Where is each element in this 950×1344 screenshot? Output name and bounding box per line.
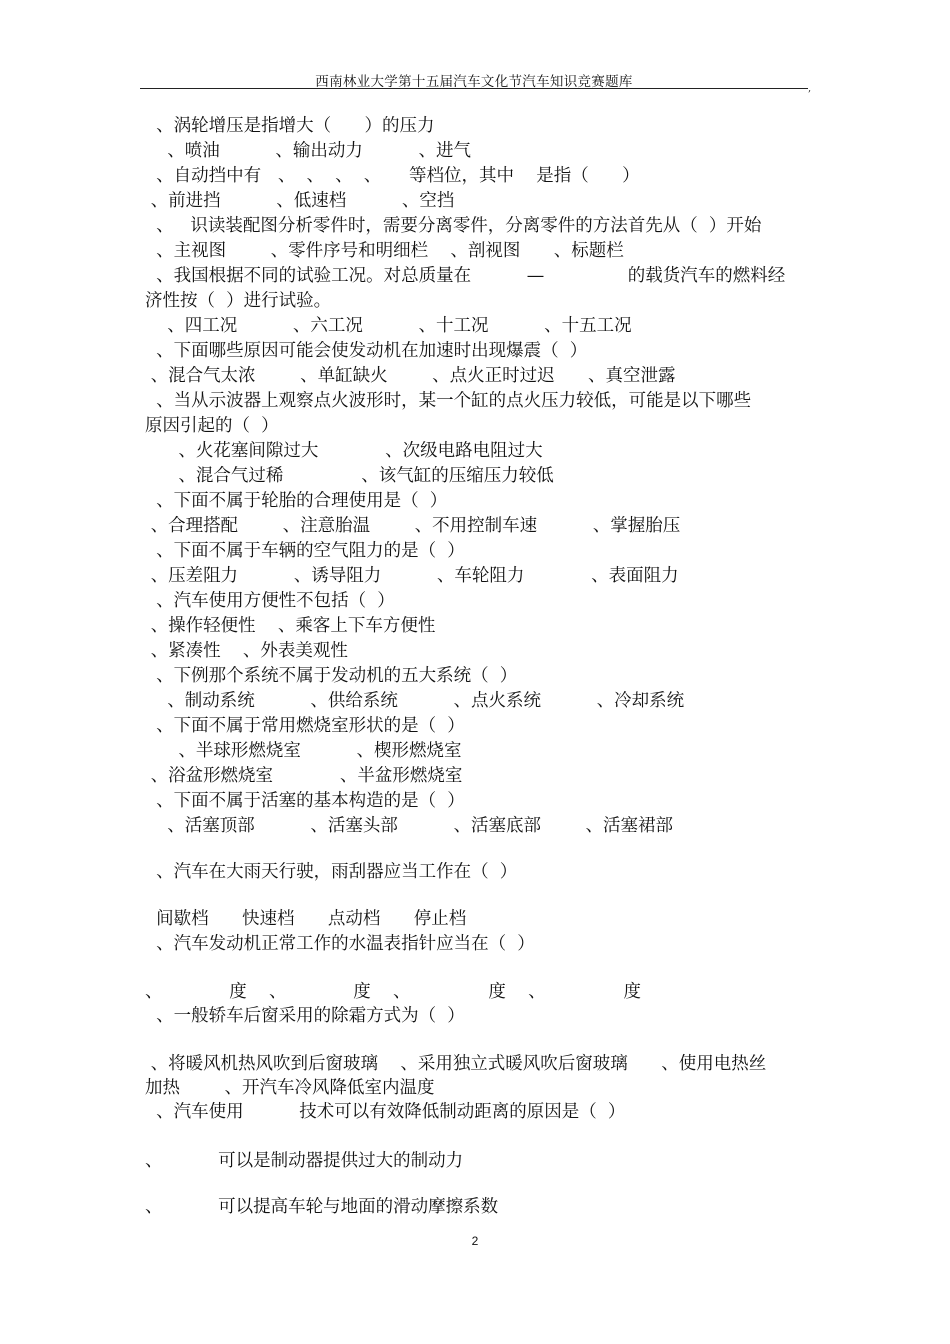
option-line: 、主视图 、零件序号和明细栏 、剖视图 、标题栏 <box>145 241 624 261</box>
option-line: 、操作轻便性 、乘客上下车方便性 <box>145 616 436 636</box>
page-header-title: 西南林业大学第十五届汽车文化节汽车知识竞赛题库 <box>315 74 633 90</box>
question-line: 、一般轿车后窗采用的除霜方式为（ ） <box>145 1006 465 1026</box>
option-line: 间歇档 快速档 点动档 停止档 <box>145 909 467 929</box>
option-line: 、将暖风机热风吹到后窗玻璃 、采用独立式暖风吹后窗玻璃 、使用电热丝 <box>145 1054 767 1074</box>
option-line: 、前进挡 、低速档 、空挡 <box>145 191 455 211</box>
question-line: 、自动挡中有 、 、 、 、 等档位，其中 是指（ ） <box>145 166 640 186</box>
option-line: 、混合气太浓 、单缸缺火 、点火正时过迟 、真空泄露 <box>145 366 676 386</box>
question-line: 济性按（ ）进行试验。 <box>145 291 332 311</box>
question-line: 、下面哪些原因可能会使发动机在加速时出现爆震（ ） <box>145 341 588 361</box>
question-line: 、汽车使用方便性不包括（ ） <box>145 591 395 611</box>
question-line: 、汽车发动机正常工作的水温表指针应当在（ ） <box>145 934 535 954</box>
header-rule <box>140 88 808 89</box>
option-line: 、压差阻力 、诱导阻力 、车轮阻力 、表面阻力 <box>145 566 679 586</box>
option-line: 、火花塞间隙过大 、次级电路电阻过大 <box>145 441 543 461</box>
option-line: 、混合气过稀 、该气缸的压缩压力较低 <box>145 466 554 486</box>
option-line: 、四工况 、六工况 、十工况 、十五工况 <box>145 316 632 336</box>
question-line: 、下面不属于活塞的基本构造的是（ ） <box>145 791 465 811</box>
question-line: 、下面不属于轮胎的合理使用是（ ） <box>145 491 448 511</box>
option-line: 加热 、开汽车冷风降低室内温度 <box>145 1078 435 1098</box>
question-line: 原因引起的（ ） <box>145 416 279 436</box>
option-line: 、 度 、 度 、 度 、 度 <box>145 982 642 1002</box>
question-line: 、我国根据不同的试验工况。对总质量在 — 的载货汽车的燃料经 <box>145 266 786 286</box>
option-line: 、合理搭配 、注意胎温 、不用控制车速 、掌握胎压 <box>145 516 681 536</box>
question-line: 、下面不属于常用燃烧室形状的是（ ） <box>145 716 465 736</box>
question-line: 、下面不属于车辆的空气阻力的是（ ） <box>145 541 465 561</box>
option-line: 、 可以是制动器提供过大的制动力 <box>145 1151 464 1171</box>
question-line: 、 识读装配图分析零件时，需要分离零件，分离零件的方法首先从（ ）开始 <box>145 216 762 236</box>
question-line: 、汽车在大雨天行驶，雨刮器应当工作在（ ） <box>145 862 518 882</box>
option-line: 、浴盆形燃烧室 、半盆形燃烧室 <box>145 766 463 786</box>
option-line: 、制动系统 、供给系统 、点火系统 、冷却系统 <box>145 691 685 711</box>
option-line: 、喷油 、输出动力 、进气 <box>145 141 472 161</box>
option-line: 、紧凑性 、外表美观性 <box>145 641 348 661</box>
question-line: 、下例那个系统不属于发动机的五大系统（ ） <box>145 666 518 686</box>
question-line: 、汽车使用 技术可以有效降低制动距离的原因是（ ） <box>145 1102 626 1122</box>
option-line: 、半球形燃烧室 、楔形燃烧室 <box>145 741 462 761</box>
question-line: 、当从示波器上观察点火波形时，某一个缸的点火压力较低，可能是以下哪些 <box>145 391 752 411</box>
option-line: 、 可以提高车轮与地面的滑动摩擦系数 <box>145 1197 499 1217</box>
page-number: 2 <box>471 1234 479 1248</box>
question-line: 、涡轮增压是指增大（ ）的压力 <box>145 116 435 136</box>
header-mark: , <box>808 83 812 94</box>
option-line: 、活塞顶部 、活塞头部 、活塞底部 、活塞裙部 <box>145 816 674 836</box>
